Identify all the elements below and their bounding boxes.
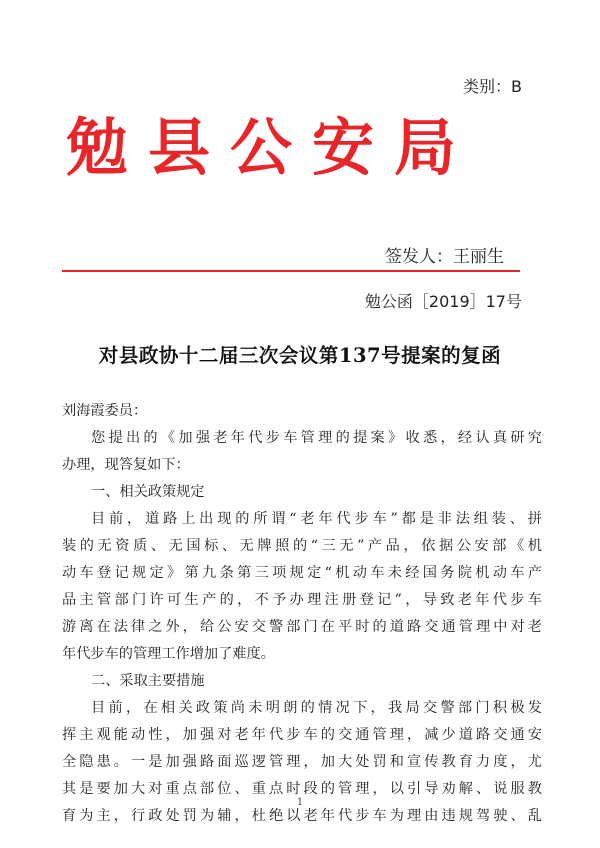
agency-masthead: 勉县公安局 bbox=[66, 111, 477, 184]
page-number: 1 bbox=[296, 797, 304, 808]
paragraph-line: 年代步车的管理工作增加了难度。 bbox=[62, 646, 275, 662]
paragraph-line: 您提出的《加强老年代步车管理的提案》收悉，经认真研究 bbox=[91, 430, 542, 446]
red-divider bbox=[62, 270, 520, 272]
section-heading: 二、采取主要措施 bbox=[91, 673, 205, 689]
paragraph-line: 目前，道路上出现的所谓“老年代步车”都是非法组装、拼 bbox=[91, 511, 542, 527]
paragraph-line: 装的无资质、无国标、无牌照的“三无”产品，依据公安部《机 bbox=[62, 538, 542, 554]
paragraph-line: 品主管部门许可生产的，不予办理注册登记”，导致老年代步车 bbox=[62, 592, 542, 608]
paragraph-line: 游离在法律之外，给公安交警部门在平时的道路交通管理中对老 bbox=[62, 619, 542, 635]
category-label: 类别：B bbox=[463, 77, 522, 96]
paragraph-line: 目前，在相关政策尚未明朗的情况下，我局交警部门积极发 bbox=[91, 700, 542, 716]
letter-body bbox=[62, 398, 542, 830]
paragraph-line: 其是要加大对重点部位、重点时段的管理，以引导劝解、说服教 bbox=[62, 781, 542, 797]
paragraph-line: 动车登记规定》第九条第三项规定“机动车未经国务院机动车产 bbox=[62, 565, 542, 581]
section-heading: 一、相关政策规定 bbox=[91, 484, 205, 500]
salutation: 刘海霞委员： bbox=[62, 403, 148, 419]
paragraph-line: 全隐患。一是加强路面巡逻管理，加大处罚和宣传教育力度，尤 bbox=[62, 754, 542, 770]
document-number: 勉公函［2019］17号 bbox=[364, 292, 522, 311]
paragraph-line: 办理，现答复如下： bbox=[62, 457, 190, 473]
signer-label: 签发人：王丽生 bbox=[385, 247, 504, 267]
paragraph-line: 育为主，行政处罚为辅，杜绝以老年代步车为理由违规驾驶、乱 bbox=[62, 808, 542, 824]
paragraph-line: 挥主观能动性，加强对老年代步车的交通管理，减少道路交通安 bbox=[62, 727, 542, 743]
document-title: 对县政协十二届三次会议第137号提案的复函 bbox=[98, 344, 502, 367]
